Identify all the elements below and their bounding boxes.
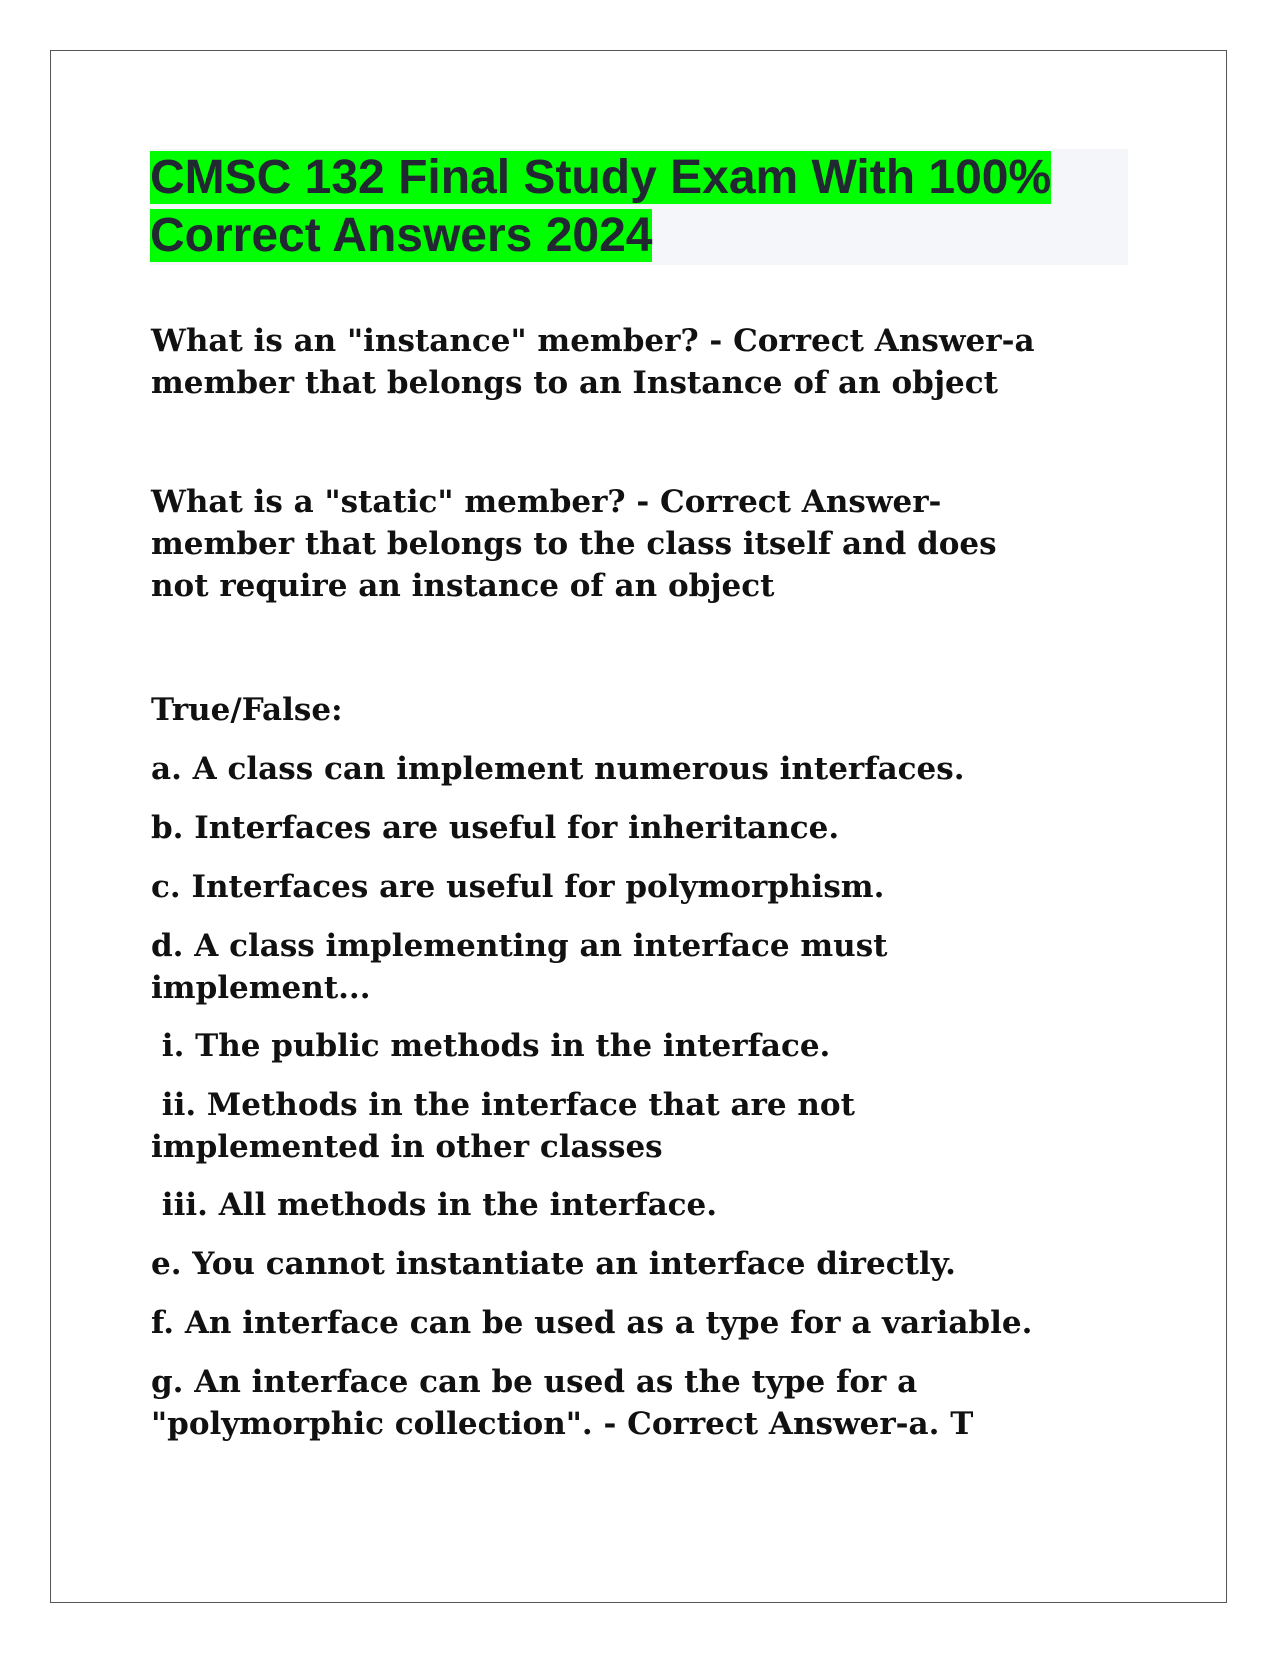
question-static-member bbox=[151, 481, 997, 607]
true-false-item-d-ii bbox=[151, 1084, 855, 1168]
item-ii-line-2: implemented in other classes bbox=[151, 1129, 663, 1165]
question-2-line-3: not require an instance of an object bbox=[151, 568, 775, 604]
item-g-line-1: g. An interface can be used as the type for a bbox=[151, 1364, 918, 1400]
true-false-item-f: f. An interface can be used as a type for a variable. bbox=[151, 1305, 1033, 1341]
question-2-line-2: member that belongs to the class itself and does bbox=[151, 526, 997, 562]
true-false-item-b: b. Interfaces are useful for inheritance. bbox=[151, 810, 840, 846]
question-1-line-1: What is an "instance" member? - Correct Answer-a bbox=[151, 323, 1035, 359]
true-false-heading: True/False: bbox=[151, 692, 343, 728]
true-false-item-d-iii: iii. All methods in the interface. bbox=[151, 1187, 718, 1223]
document-title bbox=[150, 149, 1128, 265]
true-false-item-d bbox=[151, 925, 888, 1009]
title-line-1: CMSC 132 Final Study Exam With 100% bbox=[150, 151, 1052, 204]
true-false-item-g bbox=[151, 1361, 973, 1445]
true-false-item-c: c. Interfaces are useful for polymorphism. bbox=[151, 869, 885, 905]
item-ii-line-1: ii. Methods in the interface that are not bbox=[151, 1087, 855, 1123]
true-false-item-e: e. You cannot instantiate an interface directly. bbox=[151, 1246, 956, 1282]
item-g-line-2: "polymorphic collection". - Correct Answer-a. T bbox=[151, 1406, 974, 1442]
question-2-line-1: What is a "static" member? - Correct Answer- bbox=[151, 484, 942, 520]
question-instance-member bbox=[151, 320, 1035, 404]
question-1-line-2: member that belongs to an Instance of an object bbox=[151, 365, 998, 401]
title-line-2: Correct Answers 2024 bbox=[150, 209, 653, 262]
item-d-line-2: implement... bbox=[151, 970, 371, 1006]
title-block bbox=[150, 149, 1128, 265]
true-false-item-a: a. A class can implement numerous interfaces. bbox=[151, 751, 965, 787]
true-false-item-d-i: i. The public methods in the interface. bbox=[151, 1028, 831, 1064]
item-d-line-1: d. A class implementing an interface must bbox=[151, 928, 888, 964]
